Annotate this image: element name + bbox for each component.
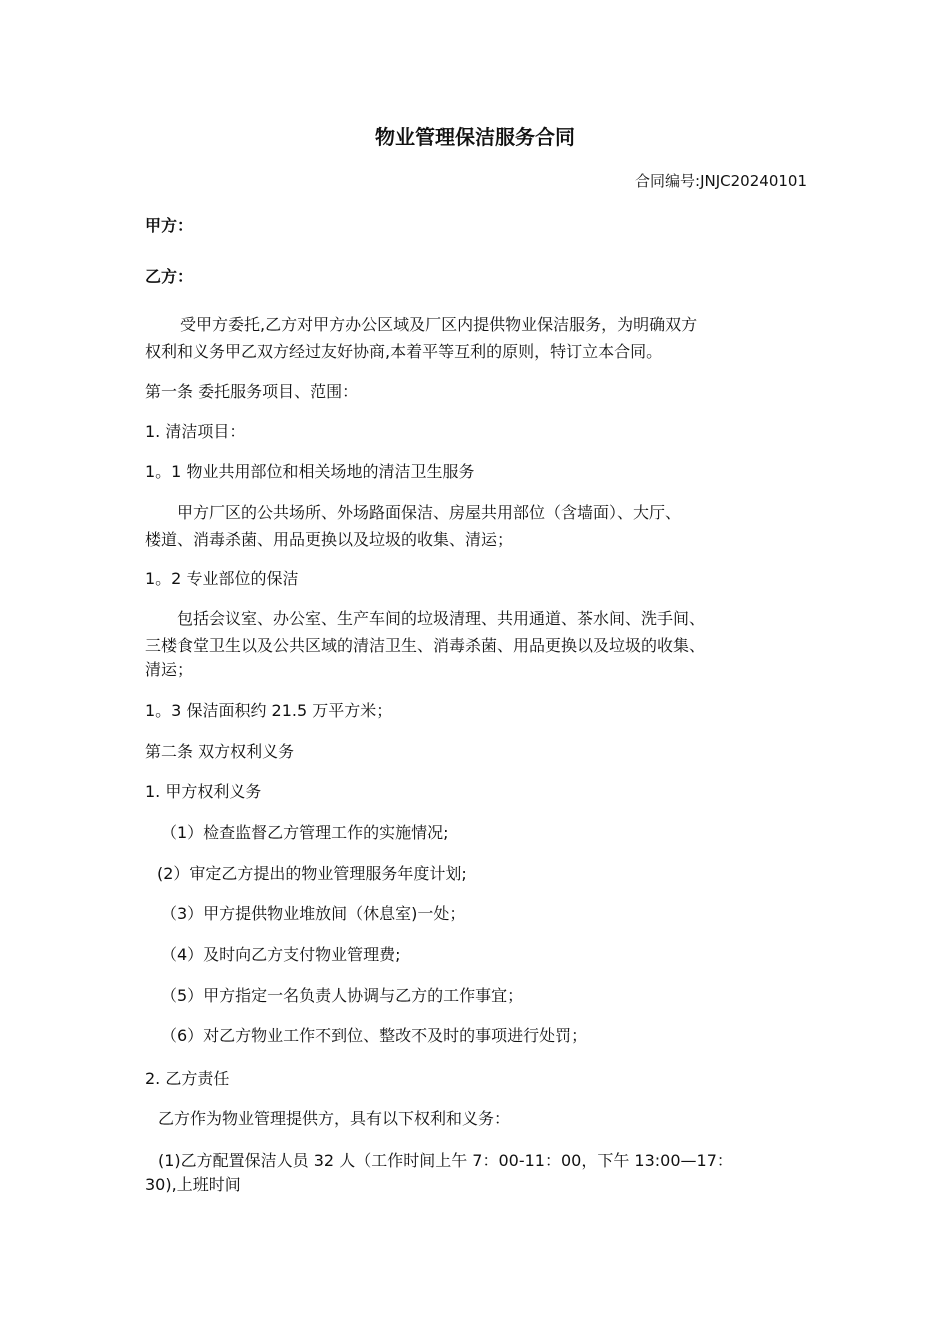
party-b-label: 乙方：	[145, 267, 194, 286]
document-title: 物业管理保洁服务合同	[375, 125, 575, 149]
party-b-intro: 乙方作为物业管理提供方，具有以下权利和义务：	[158, 1109, 511, 1128]
article-1-item-1: 1. 清洁项目：	[145, 422, 246, 441]
article-2-item-2: 2. 乙方责任	[145, 1069, 230, 1088]
party-a-duty-3: （3）甲方提供物业堆放间（休息室)一处；	[161, 904, 466, 923]
article-1-item-1-2-desc-line-1: 包括会议室、办公室、生产车间的垃圾清理、共用通道、茶水间、洗手间、	[177, 609, 706, 628]
article-1-item-1-1: 1。1 物业共用部位和相关场地的清洁卫生服务	[145, 462, 475, 481]
party-b-duty-1-line-2: 30),上班时间	[145, 1175, 241, 1194]
party-a-duty-5: （5）甲方指定一名负责人协调与乙方的工作事宜；	[161, 986, 524, 1005]
article-1-item-1-2: 1。2 专业部位的保洁	[145, 569, 299, 588]
party-a-duty-1: （1）检查监督乙方管理工作的实施情况;	[161, 823, 449, 842]
intro-line-2: 权利和义务甲乙双方经过友好协商,本着平等互利的原则，特订立本合同。	[145, 342, 663, 361]
article-1-item-1-1-desc-line-1: 甲方厂区的公共场所、外场路面保洁、房屋共用部位（含墙面）、大厅、	[177, 503, 682, 522]
article-1-heading: 第一条 委托服务项目、范围：	[145, 382, 359, 401]
party-a-duty-6: （6）对乙方物业工作不到位、整改不及时的事项进行处罚；	[161, 1026, 588, 1045]
party-b-duty-1-line-1: (1)乙方配置保洁人员 32 人（工作时间上午 7：00-11：00，下午 13:00—17：	[158, 1151, 733, 1170]
contract-number: 合同编号:JNJC20240101	[635, 172, 807, 190]
article-2-heading: 第二条 双方权利义务	[145, 742, 295, 761]
article-1-item-1-2-desc-line-2: 三楼食堂卫生以及公共区域的清洁卫生、消毒杀菌、用品更换以及垃圾的收集、	[145, 636, 706, 655]
intro-line-1: 受甲方委托,乙方对甲方办公区域及厂区内提供物业保洁服务，为明确双方	[180, 315, 698, 334]
article-1-item-1-2-desc-line-3: 清运；	[145, 660, 194, 679]
party-a-duty-2: (2）审定乙方提出的物业管理服务年度计划;	[157, 864, 467, 883]
party-a-label: 甲方：	[145, 216, 194, 235]
article-2-item-1: 1. 甲方权利义务	[145, 782, 262, 801]
party-a-duty-4: （4）及时向乙方支付物业管理费;	[161, 945, 401, 964]
article-1-item-1-3: 1。3 保洁面积约 21.5 万平方米；	[145, 701, 393, 720]
article-1-item-1-1-desc-line-2: 楼道、消毒杀菌、用品更换以及垃圾的收集、清运；	[145, 530, 514, 549]
